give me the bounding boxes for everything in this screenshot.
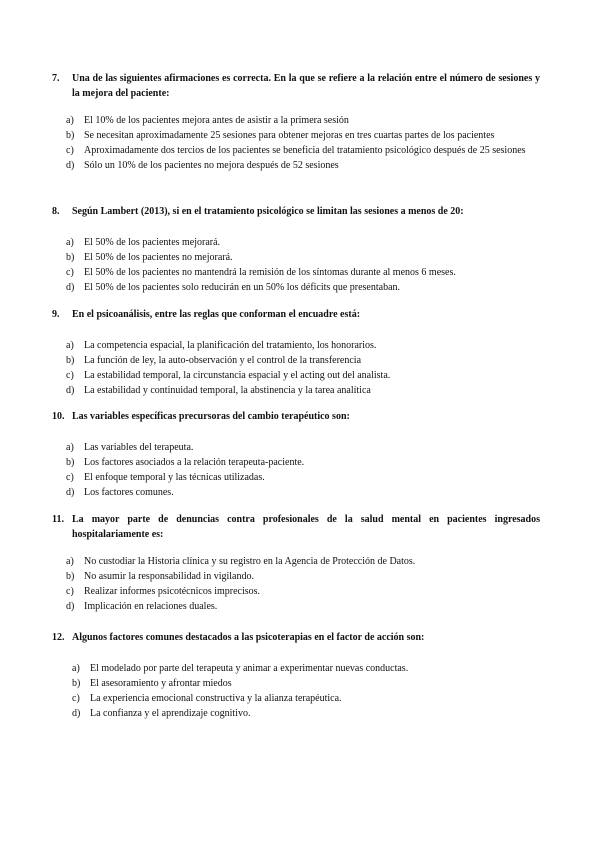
option-letter: c) xyxy=(66,145,74,156)
option-d xyxy=(66,485,540,500)
option-d xyxy=(66,599,540,614)
question-7 xyxy=(52,71,540,173)
question-text: Según Lambert (2013), si en el tratamiento psicológico se limitan las sesiones a menos de 20: xyxy=(72,206,464,217)
option-text: La estabilidad y continuidad temporal, la abstinencia y la tarea analítica xyxy=(84,385,371,396)
option-text: La experiencia emocional constructiva y la alianza terapéutica. xyxy=(90,693,342,704)
option-c xyxy=(66,143,540,158)
option-b xyxy=(66,250,540,265)
question-number: 7. xyxy=(52,73,60,84)
option-letter: d) xyxy=(66,601,75,612)
option-letter: a) xyxy=(72,663,80,674)
option-letter: d) xyxy=(66,282,75,293)
option-text: El enfoque temporal y las técnicas utilizadas. xyxy=(84,472,265,483)
option-letter: c) xyxy=(66,586,74,597)
question-number: 9. xyxy=(52,309,60,320)
question-heading xyxy=(52,512,540,542)
option-a xyxy=(66,440,540,455)
option-letter: b) xyxy=(66,252,75,263)
option-letter: d) xyxy=(72,708,81,719)
question-text: Algunos factores comunes destacados a las psicoterapias en el factor de acción son: xyxy=(72,632,425,643)
option-a xyxy=(66,338,540,353)
option-b xyxy=(66,353,540,368)
option-d xyxy=(66,383,540,398)
question-heading xyxy=(52,71,540,101)
option-letter: a) xyxy=(66,115,74,126)
option-b xyxy=(72,676,540,691)
option-text: El 50% de los pacientes no mantendrá la remisión de los síntomas durante al menos 6 meses. xyxy=(84,267,456,278)
question-text: Las variables específicas precursoras del cambio terapéutico son: xyxy=(72,411,350,422)
option-c xyxy=(66,470,540,485)
option-text: La competencia espacial, la planificación del tratamiento, los honorarios. xyxy=(84,340,377,351)
option-a xyxy=(66,554,540,569)
options-list xyxy=(66,440,540,500)
option-a xyxy=(72,661,540,676)
option-text: El 10% de los pacientes mejora antes de asistir a la primera sesión xyxy=(84,115,349,126)
option-text: El asesoramiento y afrontar miedos xyxy=(90,678,232,689)
option-letter: c) xyxy=(66,267,74,278)
question-text: La mayor parte de denuncias contra profesionales de la salud mental en pacientes ingresados hospitalariamente es: xyxy=(72,514,540,540)
option-letter: a) xyxy=(66,237,74,248)
option-text: Sólo un 10% de los pacientes no mejora después de 52 sesiones xyxy=(84,160,339,171)
question-heading xyxy=(52,204,540,219)
option-letter: a) xyxy=(66,556,74,567)
option-text: El 50% de los pacientes solo reducirán en un 50% los déficits que presentaban. xyxy=(84,282,401,293)
question-number: 10. xyxy=(52,411,65,422)
option-letter: c) xyxy=(72,693,80,704)
options-list xyxy=(66,235,540,295)
option-c xyxy=(72,691,540,706)
option-letter: c) xyxy=(66,370,74,381)
option-letter: b) xyxy=(72,678,81,689)
question-9 xyxy=(52,307,540,398)
option-text: La estabilidad temporal, la circunstancia espacial y el acting out del analista. xyxy=(84,370,391,381)
option-letter: a) xyxy=(66,340,74,351)
option-text: Los factores asociados a la relación terapeuta-paciente. xyxy=(84,457,305,468)
option-text: El 50% de los pacientes no mejorará. xyxy=(84,252,233,263)
option-text: Las variables del terapeuta. xyxy=(84,442,194,453)
option-b xyxy=(66,455,540,470)
option-letter: d) xyxy=(66,160,75,171)
option-d xyxy=(72,706,540,721)
option-a xyxy=(66,113,540,128)
option-letter: b) xyxy=(66,355,75,366)
option-text: La función de ley, la auto-observación y el control de la transferencia xyxy=(84,355,362,366)
question-8 xyxy=(52,204,540,295)
option-b xyxy=(66,569,540,584)
option-a xyxy=(66,235,540,250)
option-letter: b) xyxy=(66,130,75,141)
question-text: En el psicoanálisis, entre las reglas que conforman el encuadre está: xyxy=(72,309,361,320)
question-heading xyxy=(52,307,540,322)
option-text: Aproximadamente dos tercios de los pacientes se beneficia del tratamiento psicológico después de 25 sesiones xyxy=(84,145,526,156)
question-number: 11. xyxy=(52,514,64,525)
option-c xyxy=(66,368,540,383)
option-letter: d) xyxy=(66,385,75,396)
option-text: No asumir la responsabilidad in vigilando. xyxy=(84,571,254,582)
option-c xyxy=(66,584,540,599)
option-letter: a) xyxy=(66,442,74,453)
option-letter: d) xyxy=(66,487,75,498)
option-text: El modelado por parte del terapeuta y animar a experimentar nuevas conductas. xyxy=(90,663,409,674)
options-list xyxy=(66,554,540,614)
options-list xyxy=(66,113,540,173)
option-text: No custodiar la Historia clínica y su registro en la Agencia de Protección de Datos. xyxy=(84,556,416,567)
question-number: 8. xyxy=(52,206,60,217)
question-text: Una de las siguientes afirmaciones es correcta. En la que se refiere a la relación entre el número de sesiones y la mejora del paciente: xyxy=(72,73,540,99)
option-text: Se necesitan aproximadamente 25 sesiones para obtener mejoras en tres cuartas partes de los pacientes xyxy=(84,130,495,141)
question-12 xyxy=(52,630,540,721)
option-b xyxy=(66,128,540,143)
question-10 xyxy=(52,409,540,500)
option-text: La confianza y el aprendizaje cognitivo. xyxy=(90,708,251,719)
question-heading xyxy=(52,409,540,424)
option-c xyxy=(66,265,540,280)
option-d xyxy=(66,158,540,173)
options-list xyxy=(72,661,540,721)
option-letter: b) xyxy=(66,571,75,582)
option-d xyxy=(66,280,540,295)
option-letter: b) xyxy=(66,457,75,468)
options-list xyxy=(66,338,540,398)
option-text: El 50% de los pacientes mejorará. xyxy=(84,237,221,248)
question-heading xyxy=(52,630,540,645)
question-number: 12. xyxy=(52,632,65,643)
option-letter: c) xyxy=(66,472,74,483)
option-text: Realizar informes psicotécnicos imprecisos. xyxy=(84,586,261,597)
question-11 xyxy=(52,512,540,614)
option-text: Los factores comunes. xyxy=(84,487,174,498)
option-text: Implicación en relaciones duales. xyxy=(84,601,218,612)
